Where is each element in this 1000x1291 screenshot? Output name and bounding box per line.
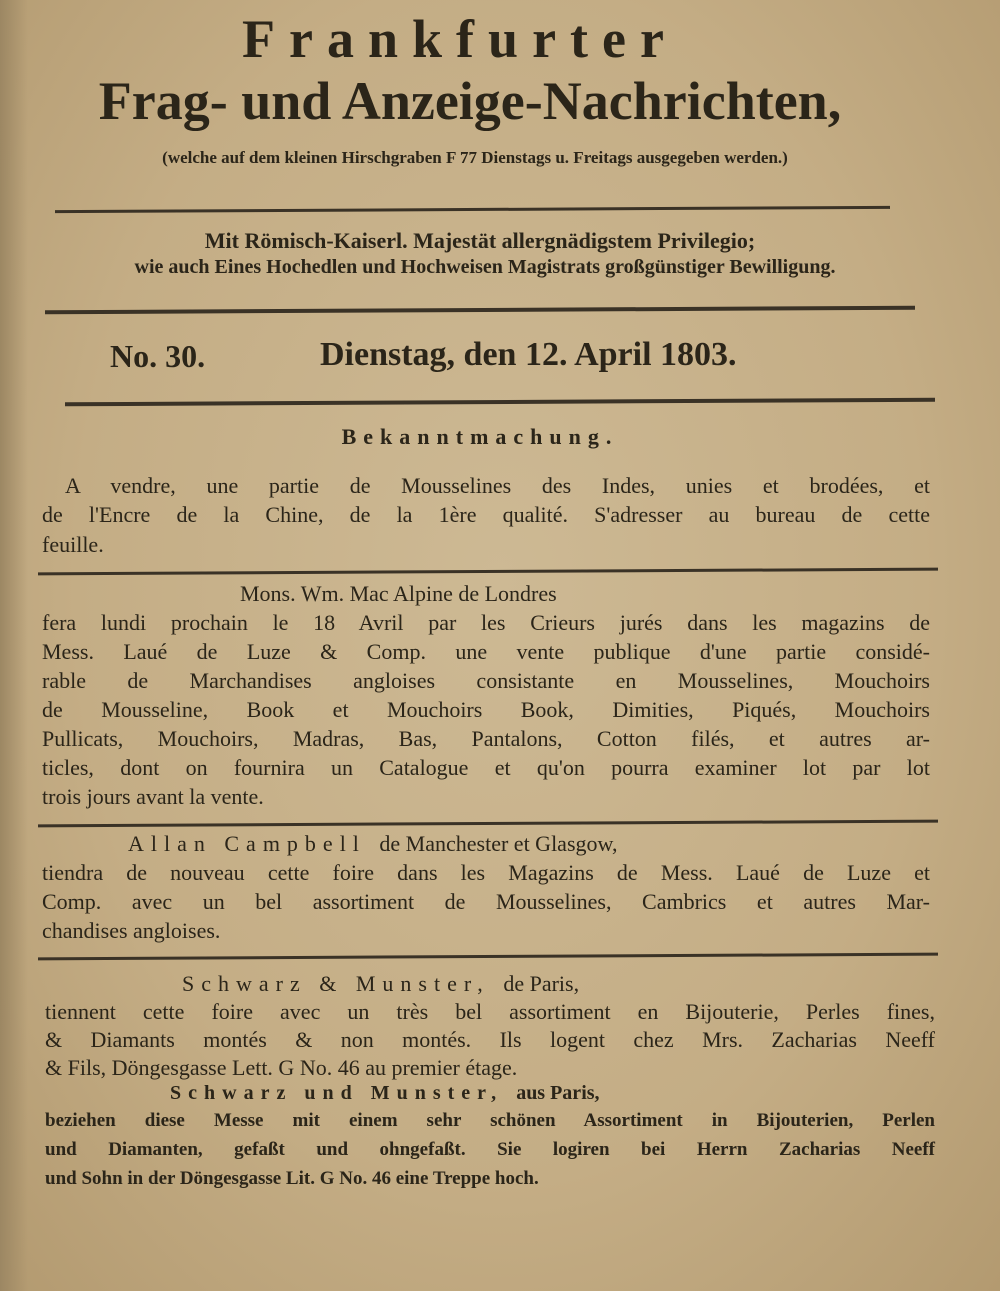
notice-heading-group xyxy=(170,1082,600,1105)
notice-line: feuille. xyxy=(42,532,104,557)
notice-line: chandises angloises. xyxy=(42,918,221,943)
notice-line: & Diamants montés & non montés. Ils logent chez Mrs. Zacharias Neeff xyxy=(45,1027,935,1052)
notice-heading-rest: aus Paris, xyxy=(516,1082,600,1104)
rule xyxy=(38,568,938,576)
privilege-line1: Mit Römisch-Kaiserl. Majestät allergnädigstem Privilegio; xyxy=(204,228,756,253)
notice-line: A vendre, une partie de Mousselines des Indes, unies et brodées, et xyxy=(65,473,930,498)
rule xyxy=(38,820,938,828)
rule xyxy=(65,398,935,407)
notice-line: tiennent cette foire avec un très bel assortiment en Bijouterie, Perles fines, xyxy=(45,999,935,1024)
rule xyxy=(55,206,890,213)
notice-line: fera lundi prochain le 18 Avril par les Crieurs jurés dans les magazins de xyxy=(42,610,930,635)
notice-heading: Bekanntmachung. xyxy=(341,424,619,449)
notice-line: und Diamanten, gefaßt und ohngefaßt. Sie logiren bei Herrn Zacharias Neeff xyxy=(45,1139,935,1160)
issue-date: Dienstag, den 12. April 1803. xyxy=(320,336,737,373)
masthead-title-line1: Frankfurter xyxy=(242,9,678,69)
notice-heading: Allan Campbell xyxy=(128,831,366,856)
notice-line: Mess. Laué de Luze & Comp. une vente publique d'une partie considé- xyxy=(42,639,930,664)
notice-line: beziehen diese Messe mit einem sehr schönen Assortiment in Bijouterien, Perlen xyxy=(45,1110,935,1131)
notice-line: und Sohn in der Döngesgasse Lit. G No. 46 eine Treppe hoch. xyxy=(45,1168,539,1189)
notice-line: trois jours avant la vente. xyxy=(42,784,264,809)
rule xyxy=(38,953,938,961)
masthead-subtitle: (welche auf dem kleinen Hirschgraben F 77 Dienstags u. Freitags ausgegeben werden.) xyxy=(162,148,788,167)
notice-heading: Schwarz und Munster, xyxy=(170,1082,504,1104)
notice-line: de Mousseline, Book et Mouchoirs Book, Dimities, Piqués, Mouchoirs xyxy=(42,697,930,722)
masthead-title-line2: Frag- und Anzeige-Nachrichten, xyxy=(98,71,842,131)
notice-line: tiendra de nouveau cette foire dans les Magazins de Mess. Laué de Luze et xyxy=(42,860,930,885)
privilege-line2: wie auch Eines Hochedlen und Hochweisen Magistrats großgünstiger Bewilligung. xyxy=(134,256,836,278)
notice-heading-group xyxy=(182,970,579,998)
issue-number: No. 30. xyxy=(110,338,206,374)
page-edge-shadow xyxy=(0,0,28,1291)
notice-heading-rest: de Manchester et Glasgow, xyxy=(379,831,618,856)
notice-line: ticles, dont on fournira un Catalogue et qu'on pourra examiner lot par lot xyxy=(42,755,930,780)
notice-heading-group xyxy=(128,830,617,858)
notice-line: & Fils, Döngesgasse Lett. G No. 46 au premier étage. xyxy=(45,1055,518,1080)
notice-heading: Mons. Wm. Mac Alpine de Londres xyxy=(240,581,557,606)
notice-heading: Schwarz & Munster, xyxy=(182,971,490,996)
notice-line: rable de Marchandises angloises consistante en Mousselines, Mouchoirs xyxy=(42,668,930,693)
notice-heading-rest: de Paris, xyxy=(503,971,580,996)
rule xyxy=(45,306,915,315)
notice-line: Comp. avec un bel assortiment de Mousselines, Cambrics et autres Mar- xyxy=(42,889,930,914)
notice-line: de l'Encre de la Chine, de la 1ère qualité. S'adresser au bureau de cette xyxy=(42,502,930,527)
notice-line: Pullicats, Mouchoirs, Madras, Bas, Pantalons, Cotton filés, et autres ar- xyxy=(42,726,930,751)
